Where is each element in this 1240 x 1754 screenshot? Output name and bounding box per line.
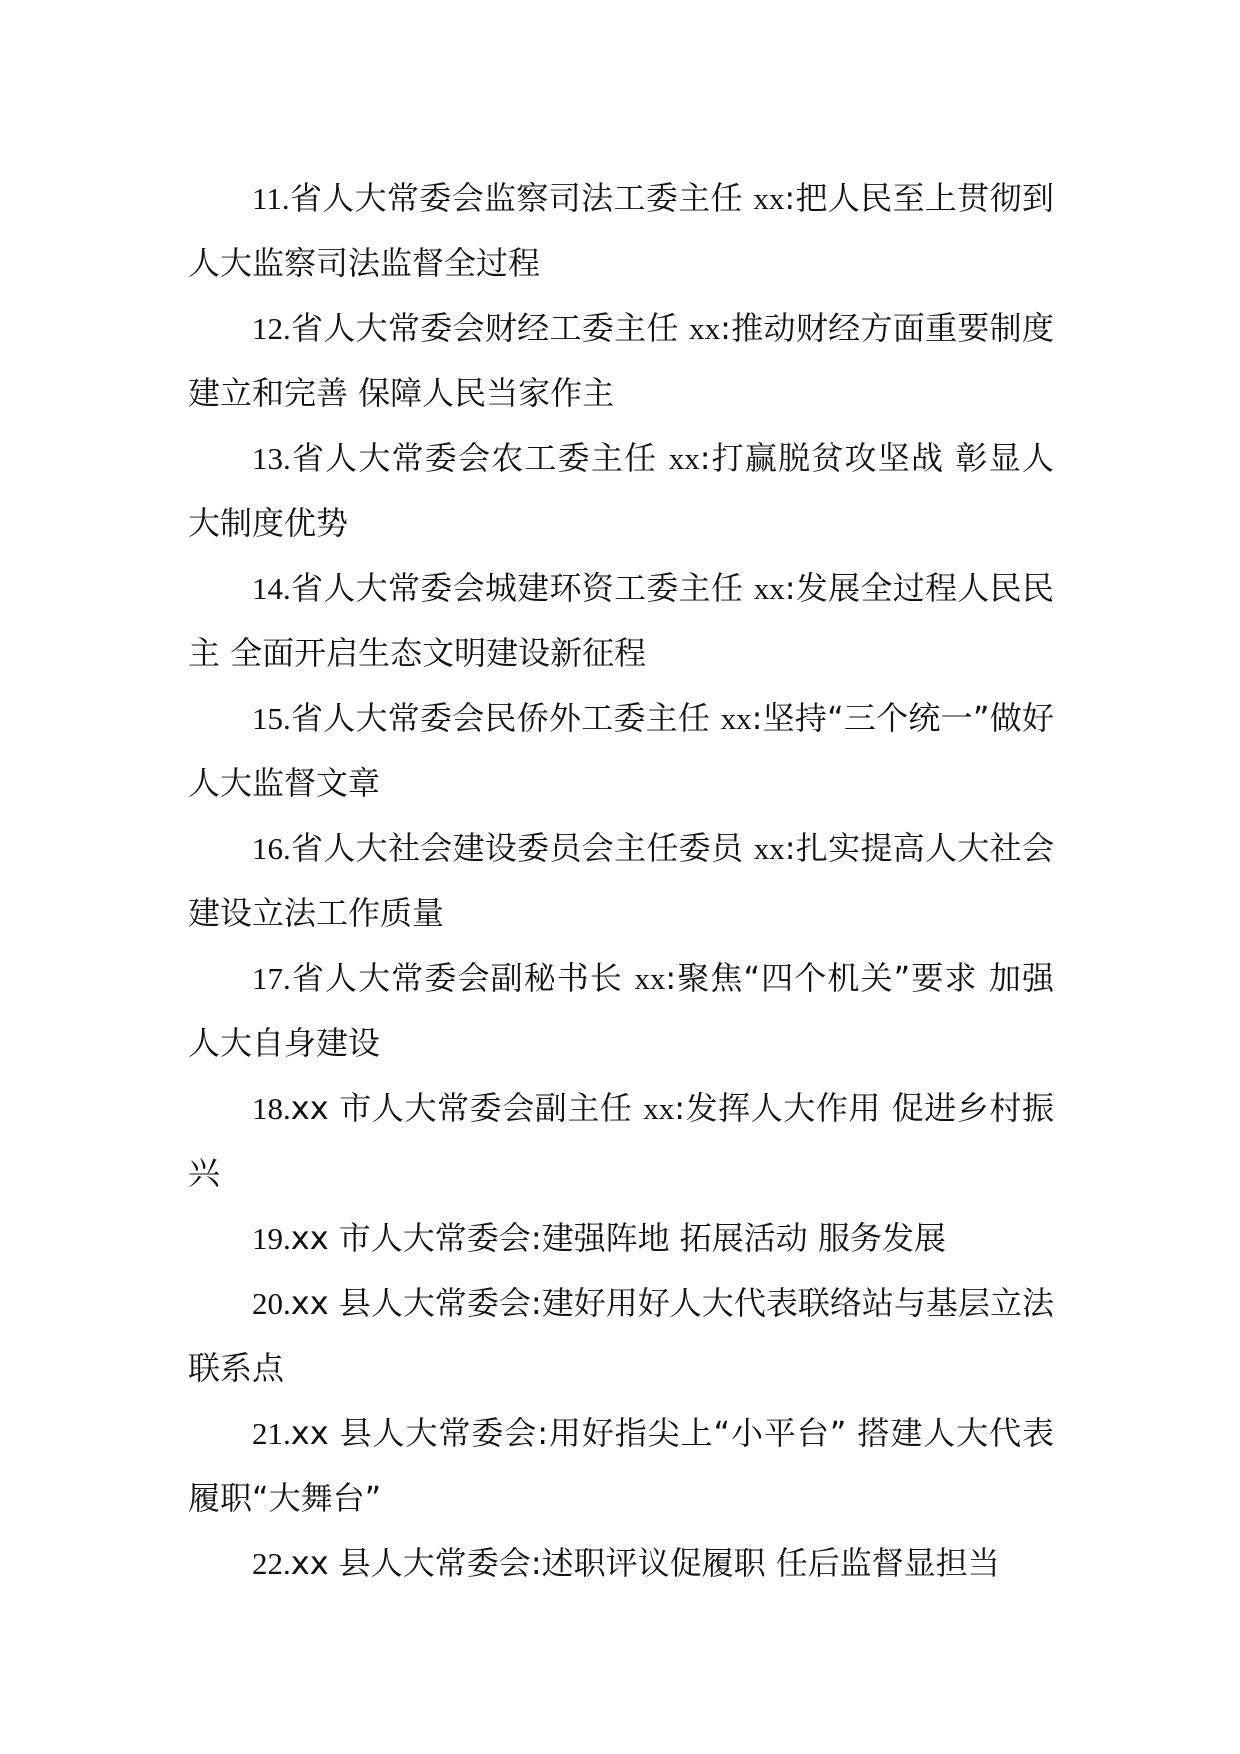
item-title: 建好用好人大代表联络站与基层立法联系点 [188,1284,1054,1387]
item-speaker-name: xx [753,181,785,216]
item-number: 16. [252,831,291,866]
item-speaker: 省人大常委会城建环资工委主任 [290,569,754,607]
item-speaker: xx 县人大常委会 [290,1284,531,1322]
item-colon: : [751,699,763,737]
item-speaker: 省人大常委会监察司法工委主任 [289,179,754,217]
item-title: 述职评议促履职 任后监督显担当 [541,1544,1000,1582]
item-number: 14. [252,571,291,606]
item-number: 22. [252,1546,291,1581]
item-speaker: 省人大常委会副秘书长 [290,959,635,997]
list-item [188,686,1054,816]
item-speaker-name: xx [753,831,785,866]
list-item [188,1531,1054,1596]
item-speaker: xx 县人大常委会 [290,1414,538,1452]
item-title: 扎实提高人大社会建设立法工作质量 [188,829,1054,932]
item-title: 发挥人大作用 促进乡村振兴 [188,1089,1054,1192]
item-colon: : [784,179,796,217]
item-colon: : [784,829,796,867]
item-title: 坚持“三个统一”做好人大监督文章 [188,699,1054,802]
item-speaker: xx 市人大常委会 [290,1219,531,1257]
item-title: 用好指尖上“小平台” 搭建人大代表履职“大舞台” [188,1414,1054,1517]
item-speaker-name: xx [634,961,666,996]
item-number: 19. [252,1221,291,1256]
item-speaker: 省人大常委会财经工委主任 [290,309,690,347]
item-speaker-name: xx [753,571,785,606]
item-title: 聚焦“四个机关”要求 加强人大自身建设 [188,959,1054,1062]
item-speaker-name: xx [668,441,700,476]
item-colon: : [720,309,731,347]
item-colon: : [674,1089,685,1127]
item-number: 15. [252,701,291,736]
list-item [188,296,1054,426]
item-number: 21. [252,1416,291,1451]
list-item [188,946,1054,1076]
item-title: 发展全过程人民民主 全面开启生态文明建设新征程 [188,569,1054,672]
list-item [188,166,1054,296]
list-item [188,426,1054,556]
item-number: 18. [252,1091,291,1126]
item-speaker: xx 县人大常委会 [290,1544,531,1582]
item-speaker: xx 市人大常委会副主任 [290,1089,644,1127]
item-colon: : [665,959,677,997]
item-number: 13. [252,441,291,476]
item-speaker-name: xx [643,1091,675,1126]
item-title: 推动财经方面重要制度建立和完善 保障人民当家作主 [188,309,1054,412]
list-item [188,1401,1054,1531]
item-number: 11. [252,181,290,216]
item-speaker: 省人大社会建设委员会主任委员 [290,829,754,867]
article-list [188,166,1054,1596]
item-colon: : [530,1544,542,1582]
list-item [188,816,1054,946]
list-item [188,1076,1054,1206]
item-number: 12. [252,311,291,346]
item-number: 20. [252,1286,291,1321]
list-item [188,1206,1054,1271]
item-title: 打赢脱贫攻坚战 彰显人大制度优势 [188,439,1054,542]
item-speaker-name: xx [720,701,752,736]
item-number: 17. [252,961,291,996]
item-speaker: 省人大常委会民侨外工委主任 [290,699,721,737]
item-colon: : [530,1284,542,1322]
item-speaker: 省人大常委会农工委主任 [290,439,669,477]
item-colon: : [699,439,711,477]
item-colon: : [784,569,796,607]
item-colon: : [530,1219,542,1257]
list-item [188,556,1054,686]
list-item [188,1271,1054,1401]
item-title: 把人民至上贯彻到人大监察司法监督全过程 [188,179,1054,282]
item-title: 建强阵地 拓展活动 服务发展 [541,1219,946,1257]
item-speaker-name: xx [689,311,721,346]
item-colon: : [537,1414,548,1452]
